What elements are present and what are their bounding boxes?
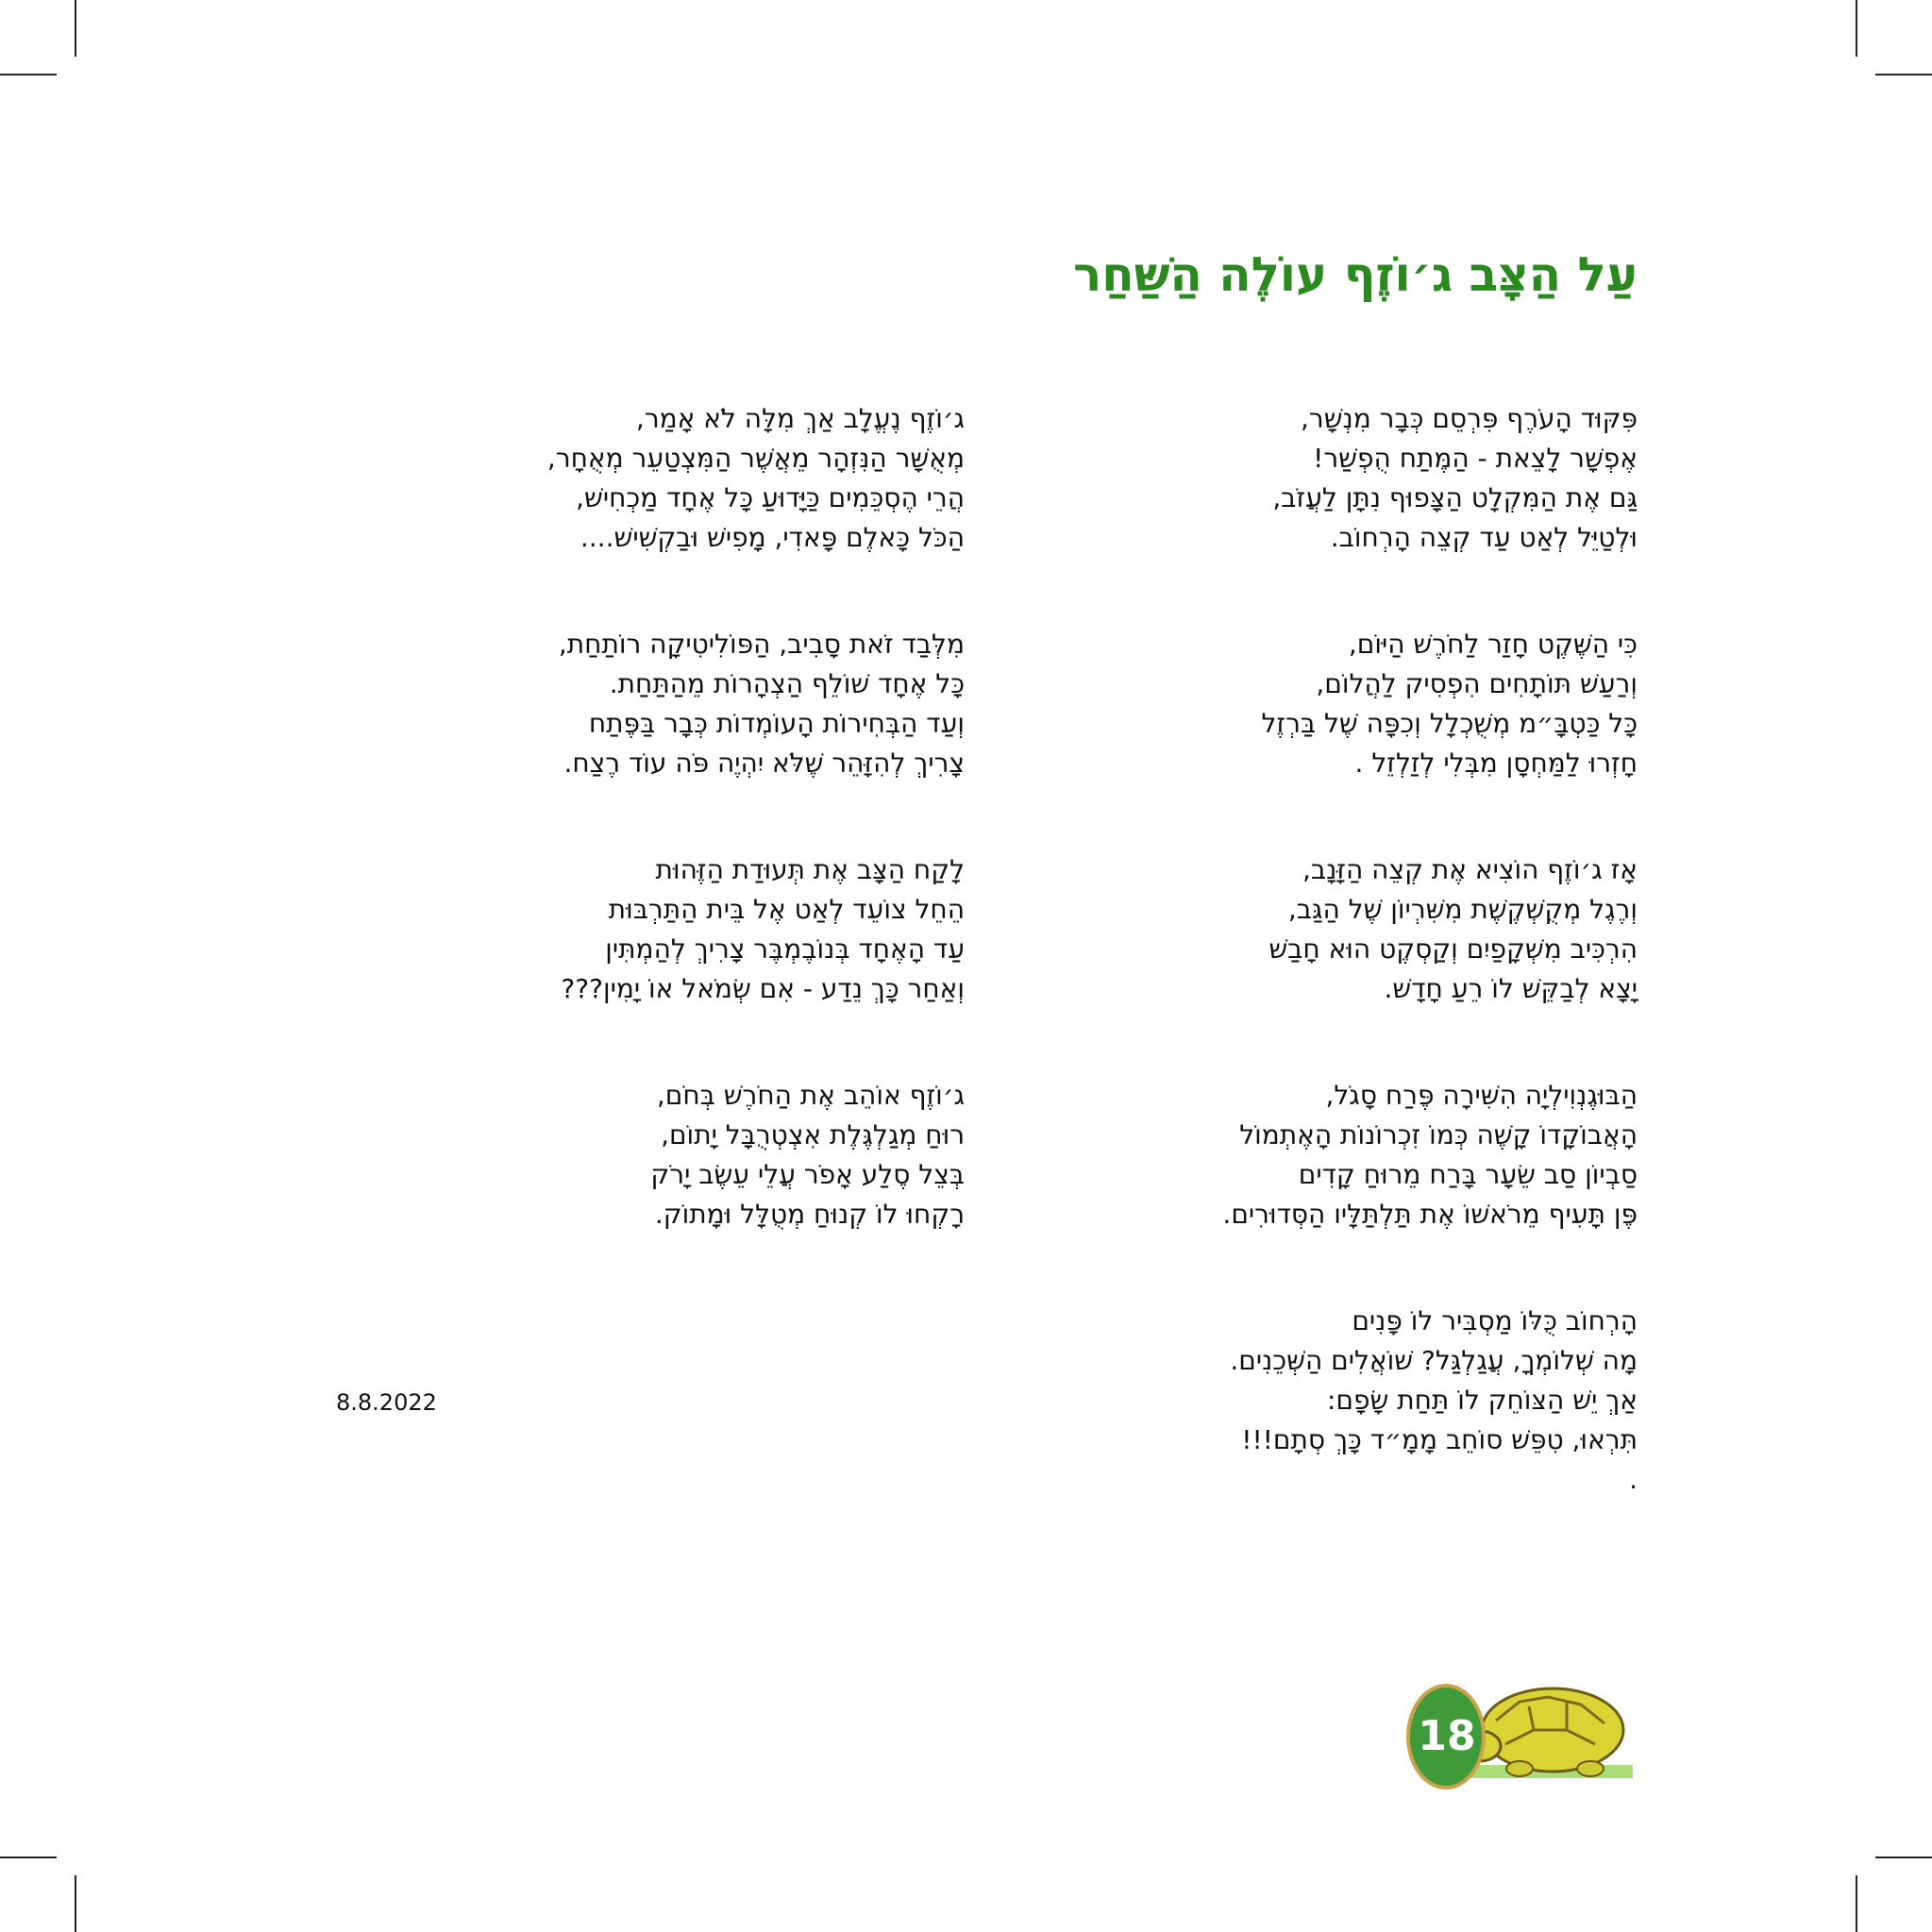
poem-line: מָה שְׁלוֹמְךָ, עֲגַלְגַּל? שׁוֹאֲלִים הַשְּׁכֵנִים.	[1230, 1345, 1638, 1376]
poem-line: וְעַד הַבְּחִירוֹת הָעוֹמְדוֹת כְּבָר בַּפֶּתַח	[588, 708, 965, 739]
stanza	[547, 625, 965, 783]
poem-line: אֶפְשָׁר לָצֵאת - הַמֶּתַח הֻפְשַׁר!	[1313, 443, 1638, 474]
poem-line: כָּל כַּטְבָּ״מ מְשֻׁכְלָל וְכִפָּה שֶׁל בַּרְזֶל	[1261, 708, 1638, 739]
crop-mark	[1856, 1875, 1857, 1932]
poem-line: פִּקּוּד הָעֹרֶף פִּרְסֵם כְּבָר מִנְשָׁר,	[1300, 403, 1638, 434]
stanza	[1222, 625, 1638, 783]
poem-line: פֶּן תָּעִיף מֵרֹאשׁוֹ אֶת תַּלְתַּלָּיו הַסְּדוּרִים.	[1222, 1199, 1638, 1230]
stanza	[547, 399, 965, 558]
poem-line: .	[1629, 1464, 1638, 1495]
crop-mark	[75, 0, 76, 57]
poem-line: הַכֹּל כָּאלֶם פָּאדִי, מָפִישׁ וּבַקְשִׁישׁ....	[580, 522, 965, 553]
poem-line: ג׳וֹזֶף נֶעֱלָב אַךְ מִלָּה לֹא אָמַר,	[635, 403, 965, 434]
crop-mark	[1856, 0, 1857, 57]
poem-line: וְרַעַשׁ תּוֹתָחִים הִפְסִיק לַהֲלוֹם,	[1316, 668, 1638, 699]
poem-line: כִּי הַשֶּׁקֶט חָזַר לַחֹרֶשׁ הַיּוֹם,	[1348, 629, 1638, 660]
poem-line: הָאֲבוֹקָדוֹ קָשֶׁה כְּמוֹ זִכְרוֹנוֹת הָאֶתְמוֹל	[1239, 1119, 1638, 1151]
stanza	[1222, 1076, 1638, 1235]
poem-line: כָּל אֶחָד שׁוֹלֵף הַצְהָרוֹת מֵהַתַּחַת.	[609, 668, 965, 699]
poem-line: לָקַח הַצָּב אֶת תְּעוּדַת הַזֶּהוּת	[655, 854, 965, 885]
poem-line: רוּחַ מְגַלְגֶּלֶת אִצְטְרֻבָּל יָתוֹם,	[661, 1119, 965, 1151]
poem-line: תִּרְאוּ, טִפֵּשׁ סוֹחֵב מָמָ״ד כָּךְ סְתָם!!!	[1241, 1424, 1638, 1455]
poem-line: וְאַחַר כָּךְ נֵדַע - אִם שְׂמֹאל אוֹ יָמִין???	[561, 973, 965, 1004]
poem-date: 8.8.2022	[336, 1389, 437, 1416]
crop-mark	[75, 1875, 76, 1932]
poem-line: הִרְכִּיב מִשְׁקָפַיִם וְקַסְקֶט הוּא חָבַשׁ	[1268, 933, 1638, 965]
stanza	[1222, 399, 1638, 558]
poem-line: רָקְחוּ לוֹ קְנוּחַ מְטֻלָּל וּמָתוֹק.	[654, 1199, 965, 1230]
poem-line: וְרֶגֶל מְקֻשְׁקֶשֶׁת מִשִּׁרְיוֹן שֶׁל הַגַּב,	[1287, 894, 1638, 925]
poem-line: גַּם אֶת הַמִּקְלָט הַצָּפוּף נִתָּן לַעֲזֹב,	[1272, 482, 1638, 513]
turtle-leg	[1577, 1761, 1604, 1776]
stanza	[547, 1076, 965, 1235]
poem-line: צָרִיךְ לְהִזָּהֵר שֶׁלֹּא יִהְיֶה פֹּה עוֹד רֶצַח.	[563, 748, 965, 779]
poem-line: אָז ג׳וֹזֶף הוֹצִיא אֶת קְצֵה הַזָּנָב,	[1302, 854, 1638, 885]
page-number: 18	[1418, 1712, 1476, 1760]
poem-line: מִלְּבַד זֹאת סָבִיב, הַפּוֹלִיטִיקָה רוֹתַחַת,	[558, 629, 965, 660]
poem-line: ג׳וֹזֶף אוֹהֵב אֶת הַחֹרֶשׁ בְּחֹם,	[656, 1080, 965, 1111]
poem-line: יָצָא לְבַקֵּשׁ לוֹ רֵעַ חָדָשׁ.	[1384, 973, 1638, 1004]
poem-line: מְאֻשָּׁר הַנִּזְהָר מֵאֲשֶׁר הַמִּצְטַעֵר מְאֻחָר,	[546, 443, 965, 474]
poem-line: הֵחֵל צוֹעֵד לְאַט אֶל בֵּית הַתַּרְבּוּת	[608, 894, 965, 925]
poem-line: עַד הָאֶחָד בְּנוֹבֶמְבֶּר צָרִיךְ לְהַמְתִּין	[605, 933, 965, 965]
poem-line: אַךְ יֵשׁ הַצּוֹחֵק לוֹ תַּחַת שָׂפָם:	[1326, 1385, 1638, 1416]
poem-column-left	[547, 399, 965, 1302]
stanza	[1222, 1302, 1638, 1500]
poem-line: בְּצֵל סֶלַע אָפֹר עֲלֵי עֵשֶׂב יָרֹק	[650, 1159, 965, 1190]
poem-column-right	[1222, 399, 1638, 1567]
poem-title: עַל הַצָּב ג׳וֹזֶף עוֹלֶה הַשַּׁחַר	[1073, 247, 1638, 302]
poem-line: הָרְחוֹב כֻּלּוֹ מַסְבִּיר לוֹ פָּנִים	[1352, 1305, 1638, 1336]
poem-line: חָזְרוּ לַמַּחְסָן מִבְּלִי לְזַלְזֵל .	[1354, 748, 1638, 779]
crop-mark	[1875, 1856, 1932, 1858]
turtle-leg	[1506, 1761, 1533, 1776]
crop-mark	[0, 1856, 57, 1858]
poem-line: סַבְיוֹן סַב שֵׂעָר בָּרַח מֵרוּחַ קָדִים	[1298, 1159, 1638, 1190]
crop-mark	[1875, 74, 1932, 76]
crop-mark	[0, 74, 57, 76]
poem-line: הַבּוּגֶנְוִילְיָה הִשִּׁירָה פֶּרַח סָגֹל,	[1325, 1080, 1638, 1111]
poem-line: וּלְטַיֵּל לְאַט עַד קְצֵה הָרְחוֹב.	[1330, 522, 1638, 553]
stanza	[1222, 850, 1638, 1009]
stanza	[547, 850, 965, 1009]
poem-line: הֲרֵי הֶסְכֵּמִים כַּיָּדוּעַ כָּל אֶחָד מַכְחִישׁ,	[576, 482, 965, 513]
